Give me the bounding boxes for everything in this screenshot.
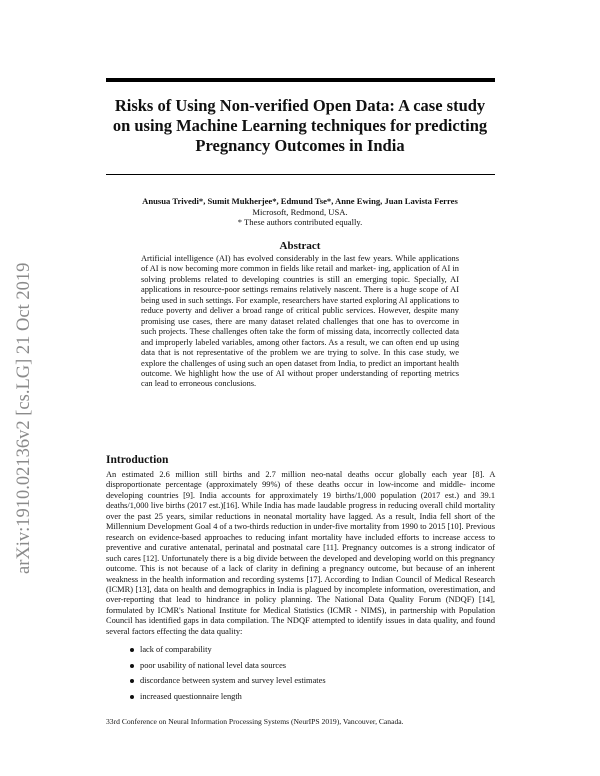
conference-footer: 33rd Conference on Neural Information Processing Systems (NeurIPS 2019), Vancouver, Canada. xyxy=(106,717,404,726)
abstract-line: Artificial intelligence (AI) has evolved considerably in the last few years. While xyxy=(141,254,416,263)
abstract-line: applications of AI is now becoming more common in fields like retail and market- xyxy=(141,254,459,274)
abstract-line: ing, application of AI in solving problems related to developing countries is still xyxy=(141,264,459,284)
introduction-line: disproportionate percentage (approximately 99%) of these deaths occur in low-income and middle- xyxy=(106,480,466,490)
abstract-heading: Abstract xyxy=(279,240,321,252)
author-block xyxy=(100,196,500,228)
introduction-line: An estimated 2.6 million still births and 2.7 million neo-natal deaths occur globally each year [8]. A xyxy=(106,470,495,479)
abstract-line: trying to solve. In this case study, we explore the challenges of using such an open xyxy=(141,348,459,368)
abstract-line: deliver a broad range of critical public services. However, despite many promising xyxy=(141,306,459,326)
bullet-icon xyxy=(130,695,134,699)
abstract-line: we can often end up using data that is not representative of the problem we are xyxy=(141,337,460,358)
abstract-line: an emerging topic. Specially, AI applications in resource-poor settings remains xyxy=(141,274,460,295)
list-item-text: increased questionnaire length xyxy=(140,691,242,701)
title-top-rule xyxy=(106,78,495,82)
introduction-line: income developing countries [9]. India accounts for approximately 19 births/1,000 population (2017 xyxy=(106,480,496,500)
title-line: Pregnancy Outcomes in India xyxy=(195,136,405,155)
introduction-line: curative antenatal, perinatal and postnatal care [11]. Pregnancy outcomes is a strong indicator of such xyxy=(106,543,496,563)
introduction-line: reduction in under-five mortality from 1990 to 2015 [10]. Previous research on evidence-based xyxy=(106,522,495,542)
introduction-line: est.) and 39.1 deaths/1,000 live births (2017 est.)[16]. While India has made laudable progress xyxy=(106,490,496,511)
author-names: Anusua Trivedi*, Sumit Mukherjee*, Edmund Tse*, Anne Ewing, Juan Lavista Ferres xyxy=(142,196,458,206)
title-line: Risks of Using Non-verified Open Data: A case study xyxy=(114,96,486,115)
introduction-line: gaps in data compilation. The NDQF attempted to identify issues in data quality, and found several xyxy=(106,616,496,636)
list-item xyxy=(130,645,490,661)
bullet-icon xyxy=(130,648,134,652)
abstract-line: dataset from India, to predict an important health outcome. We highlight how the xyxy=(141,358,459,378)
list-item xyxy=(130,661,490,677)
abstract-text xyxy=(141,254,459,390)
abstract-line: relatively nascent. There is a huge scope of AI being used in such settings. For xyxy=(141,285,459,305)
introduction-line: policy planning. The National Data Quality Forum (NDQF) [14], formulated by ICMR's National xyxy=(106,595,495,615)
list-item xyxy=(130,692,490,708)
arxiv-stamp-text: arXiv:1910.02136v2 [cs.LG] 21 Oct 2019 xyxy=(14,262,34,574)
list-item-text: poor usability of national level data sources xyxy=(140,660,287,670)
abstract-line: use cases, there are many dataset related challenges that one has to overcome in xyxy=(178,316,460,326)
introduction-line: cares [12]. Unfortunately there is a big divide between the developed and developing world on this xyxy=(123,553,458,563)
introduction-heading: Introduction xyxy=(106,454,169,466)
abstract-line: such projects. These challenges often take the form of missing data, incorrectly xyxy=(141,327,410,337)
introduction-line: pregnancy outcome. This is not because of a lack of clarity in defining a pregnancy outcome, but xyxy=(106,553,495,574)
introduction-line: plagued by incomplete information, overestimation, and over-reporting that lead to hindrance in xyxy=(106,584,496,605)
introduction-line: factors effecting the data quality: xyxy=(131,626,243,636)
introduction-text xyxy=(106,470,495,637)
abstract-line: collected data and improperly labeled variables, among other factors. As a result, xyxy=(141,327,459,347)
abstract-line: example, researchers have started exploring AI applications to reduce poverty and xyxy=(141,295,459,316)
introduction-line: because of an inherent weakness in the health information and recording systems [17]. According xyxy=(106,564,495,584)
title-line: on using Machine Learning techniques for predicting xyxy=(112,116,488,135)
paper-title xyxy=(100,96,500,156)
introduction-line: Institute for Medical Statistics (ICMR - NIMS), in partnership with Population Council has identified xyxy=(106,605,496,626)
introduction-line: approaches to reducing infant mortality have included efforts to increase access to preventive and xyxy=(106,532,496,553)
list-item xyxy=(130,676,490,692)
affiliation: Microsoft, Redmond, USA. xyxy=(252,206,348,217)
introduction-line: in reducing overall child mortality over the past 25 years, similar reductions in neonatal mortality xyxy=(106,501,496,521)
title-bottom-rule xyxy=(106,174,495,175)
introduction-line: to Indian Council of Medical Research (ICMR) [13], data on health and demographics in India is xyxy=(106,574,496,594)
bullet-icon xyxy=(130,664,134,668)
abstract-line: conclusions. xyxy=(214,379,257,389)
introduction-line: have lagged. As a result, India fell short of the Millennium Development Goal 4 of a two-thirds xyxy=(106,511,495,532)
abstract-line: use of AI without proper understanding of reporting metrics can lead to erroneous xyxy=(141,368,459,389)
list-item-text: discordance between system and survey level estimates xyxy=(140,676,326,686)
quality-factor-list xyxy=(130,645,490,707)
bullet-icon xyxy=(130,679,134,683)
arxiv-stamp xyxy=(0,0,40,776)
list-item-text: lack of comparability xyxy=(140,645,212,654)
contribution-note: * These authors contributed equally. xyxy=(237,217,363,227)
